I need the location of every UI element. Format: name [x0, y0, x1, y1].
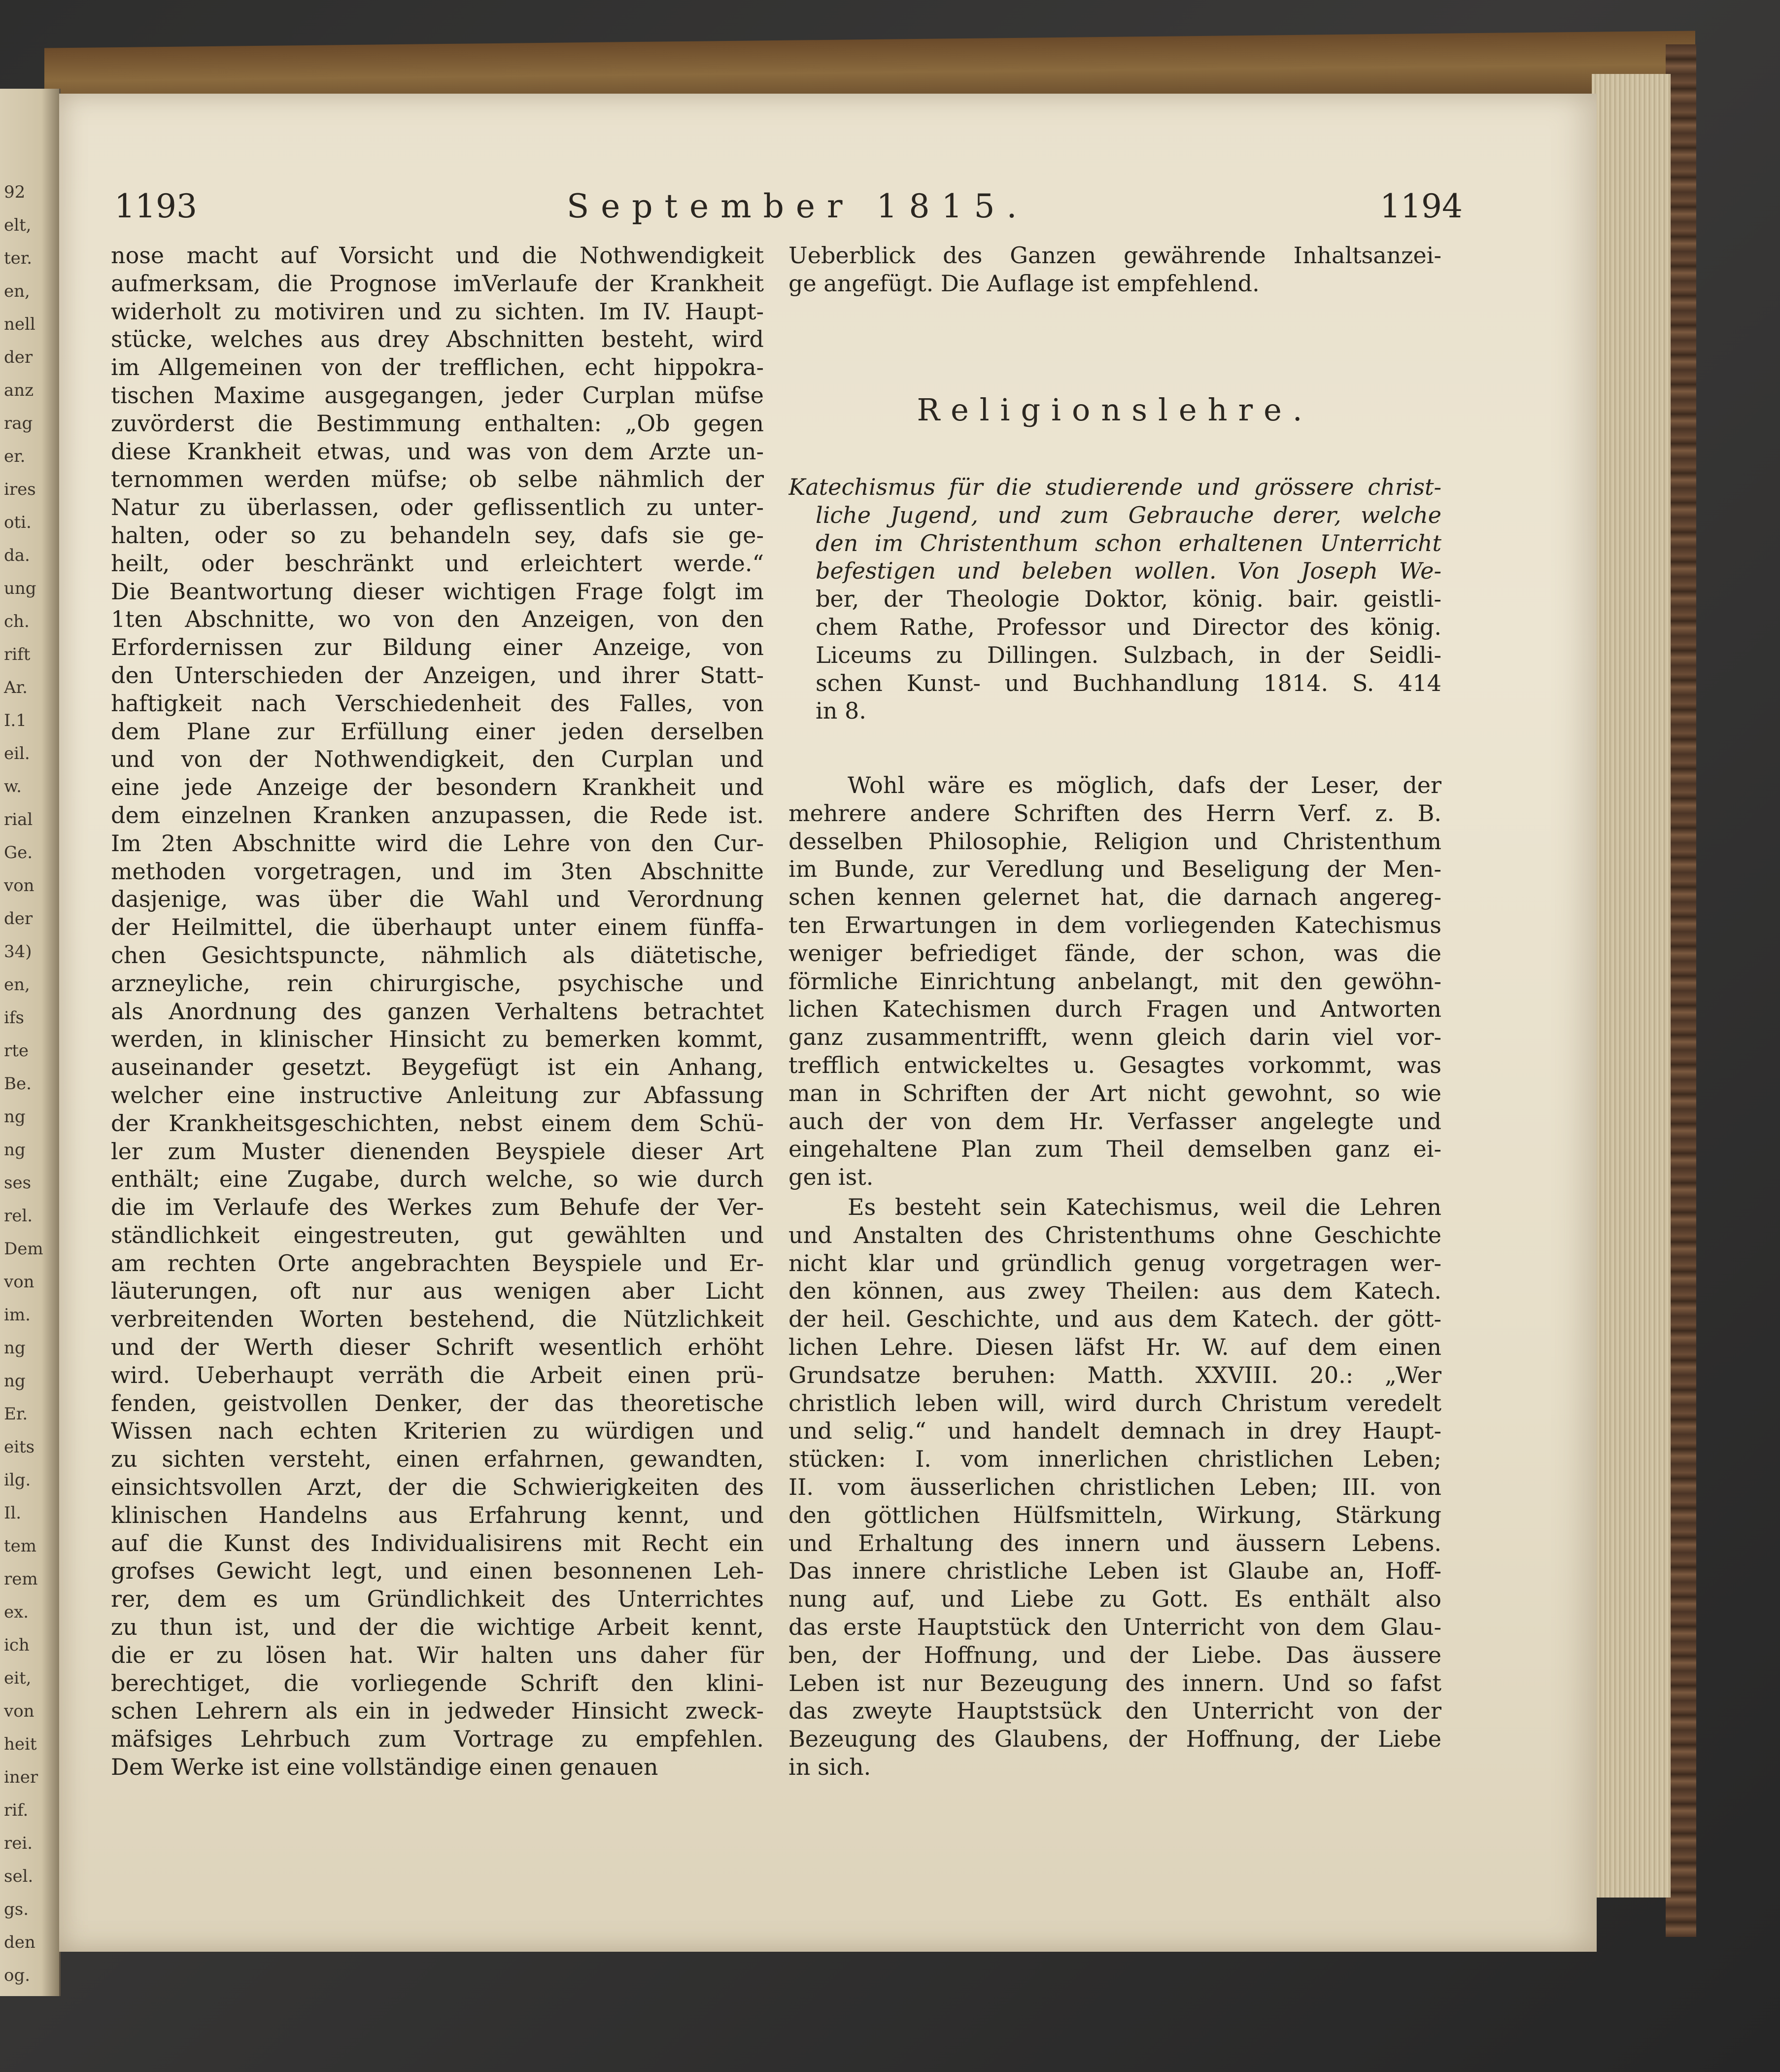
left-page-fragment: ng	[4, 1338, 26, 1358]
left-page-fragment: rel.	[4, 1206, 33, 1226]
text-line: Ueberblick des Ganzen gewährende Inhaltsanzei-	[788, 242, 1441, 269]
text-line: Leben ist nur Bezeugung des innern. Und so fafst	[788, 1669, 1441, 1696]
text-line: gen ist.	[788, 1164, 874, 1191]
text-line: verbreitenden Worten bestehend, die Nützlichkeit	[111, 1306, 764, 1333]
text-line: ber, der Theologie Doktor, könig. bair. geistli-	[816, 586, 1441, 613]
text-line: fenden, geistvollen Denker, der das theoretische	[111, 1389, 764, 1416]
left-page-fragment: anz	[4, 380, 34, 400]
text-line: den können, aus zwey Theilen: aus dem Katech.	[788, 1278, 1441, 1305]
text-line: liche Jugend, und zum Gebrauche derer, welche	[816, 501, 1441, 528]
left-page-fragment: von	[4, 876, 34, 896]
text-line: ständlichkeit eingestreuten, gut gewählten und	[111, 1221, 764, 1248]
text-line: enthält; eine Zugabe, durch welche, so wie durch	[111, 1166, 764, 1193]
text-line: diese Krankheit etwas, und was von dem Arzte un-	[111, 438, 764, 465]
text-line: Das innere christliche Leben ist Glaube an, Hoff-	[788, 1557, 1441, 1585]
review-paragraph-2	[788, 1193, 1441, 1781]
text-line: auch der von dem Hr. Verfasser angelegte und	[788, 1107, 1441, 1135]
text-line: als Anordnung des ganzen Verhaltens betrachtet	[111, 998, 764, 1025]
text-line: Bezeugung des Glaubens, der Hoffnung, der Liebe	[788, 1726, 1441, 1753]
book-entry	[788, 473, 1441, 725]
left-page-fragment: von	[4, 1701, 34, 1721]
left-page-fragment: rei.	[4, 1833, 33, 1853]
text-line: II. vom äusserlichen christlichen Leben; III. von	[788, 1473, 1441, 1500]
text-line: dasjenige, was über die Wahl und Verordnung	[111, 886, 764, 913]
left-page-fragment: eits	[4, 1437, 35, 1457]
left-page-fragment: Ar.	[4, 678, 28, 697]
running-header: September 1815.	[567, 187, 1029, 225]
text-line: Grundsatze beruhen: Matth. XXVIII. 20.: „Wer	[788, 1361, 1441, 1388]
left-page-fragment: en,	[4, 281, 30, 301]
text-line: das zweyte Hauptstsück den Unterricht von der	[788, 1697, 1441, 1725]
text-line: Die Beantwortung dieser wichtigen Frage folgt im	[111, 578, 764, 605]
text-line: schen Kunst- und Buchhandlung 1814. S. 414	[816, 669, 1441, 696]
text-line: und selig.“ und handelt demnach in drey Haupt-	[788, 1417, 1441, 1445]
left-page-fragment: nell	[4, 314, 35, 334]
text-line: das erste Hauptstück den Unterricht von dem Glau-	[788, 1613, 1441, 1640]
text-line: Wissen nach echten Kriterien zu würdigen und	[111, 1417, 764, 1445]
text-line: lichen Lehre. Diesen läfst Hr. W. auf dem einen	[788, 1333, 1441, 1360]
left-page-fragment: da.	[4, 546, 30, 565]
text-line: halten, oder so zu behandeln sey, dafs sie ge-	[111, 521, 764, 549]
text-line: nose macht auf Vorsicht und die Nothwendigkeit	[111, 242, 764, 269]
left-page-fragment: ilg.	[4, 1470, 31, 1490]
text-line: ben, der Hoffnung, und der Liebe. Das äussere	[788, 1641, 1441, 1668]
left-page-fragment: rem	[4, 1569, 38, 1589]
left-page-fragment: der	[4, 909, 33, 929]
text-line: in 8.	[816, 697, 866, 725]
text-line: nicht klar und gründlich genug vorgetragen wer-	[788, 1249, 1441, 1277]
text-line: eingehaltene Plan zum Theil demselben ganz ei-	[788, 1136, 1441, 1163]
left-page-fragment: heit	[4, 1734, 37, 1754]
left-page-fragment: ich	[4, 1635, 30, 1655]
left-text-column	[111, 242, 764, 1781]
text-line: berechtiget, die vorliegende Schrift den klini-	[111, 1669, 764, 1696]
text-line: chen Gesichtspuncte, nähmlich als diätetische,	[111, 941, 764, 968]
text-line: auf die Kunst des Individualisirens mit Recht ein	[111, 1529, 764, 1556]
left-page-fragment: im.	[4, 1305, 31, 1325]
text-line: Katechismus für die studierende und grössere christ-	[788, 474, 1441, 500]
text-line: ganz zusammentrifft, wenn gleich darin viel vor-	[788, 1024, 1441, 1051]
text-line: 1ten Abschnitte, wo von den Anzeigen, von den	[111, 606, 764, 633]
left-page-fragment: I.1	[4, 711, 27, 730]
text-line: mehrere andere Schriften des Herrn Verf. z. B.	[788, 799, 1441, 827]
left-page-fragment: og.	[4, 1966, 31, 1985]
left-page-fragment: oti.	[4, 513, 32, 532]
left-page-fragment: den	[4, 1933, 35, 1952]
text-line: dem Plane zur Erfüllung einer jeden derselben	[111, 718, 764, 745]
left-page-fragment: ng	[4, 1107, 26, 1127]
text-line: die im Verlaufe des Werkes zum Behufe der Ver-	[111, 1194, 764, 1221]
text-line: zu sichten versteht, einen erfahrnen, gewandten,	[111, 1446, 764, 1473]
left-page-edge	[0, 89, 61, 1996]
review-paragraph-1	[788, 771, 1441, 1191]
text-line: im Bunde, zur Veredlung und Beseligung der Men-	[788, 856, 1441, 883]
text-line: dem einzelnen Kranken anzupassen, die Rede ist.	[111, 801, 764, 829]
left-page-fragment: sel.	[4, 1866, 34, 1886]
page-edges	[1592, 74, 1671, 1898]
left-page-fragment: ung	[4, 579, 36, 598]
text-line: und Anstalten des Christenthums ohne Geschichte	[788, 1221, 1441, 1248]
left-page-fragment: eil.	[4, 744, 30, 763]
text-line: welcher eine instructive Anleitung zur Abfassung	[111, 1081, 764, 1108]
text-line: der Heilmittel, die überhaupt unter einem fünffa-	[111, 914, 764, 941]
left-page-fragment: 92	[4, 182, 26, 202]
text-line: ten Erwartungen in dem vorliegenden Katechismus	[788, 911, 1441, 938]
text-line: Es besteht sein Katechismus, weil die Lehren	[848, 1194, 1441, 1220]
left-page-fragment: ifs	[4, 1008, 24, 1028]
left-page-fragment: rift	[4, 645, 31, 664]
left-page-fragment: ng	[4, 1371, 26, 1391]
text-line: ge angefügt. Die Auflage ist empfehlend.	[788, 270, 1260, 297]
text-line: ternommen werden müfse; ob selbe nähmlich der	[111, 466, 764, 493]
text-line: den Unterschieden der Anzeigen, und ihrer Statt-	[111, 661, 764, 689]
left-page-number: 1193	[114, 187, 197, 225]
text-line: den im Christenthum schon erhaltenen Unterricht	[816, 529, 1441, 556]
right-page-number: 1194	[1380, 187, 1463, 225]
left-page-fragment: gs.	[4, 1899, 29, 1919]
text-line: Im 2ten Abschnitte wird die Lehre von den Cur-	[111, 829, 764, 857]
left-page-fragment: Il.	[4, 1503, 22, 1523]
text-line: auseinander gesetzt. Beygefügt ist ein Anhang,	[111, 1054, 764, 1081]
text-line: haftigkeit nach Verschiedenheit des Falles, von	[111, 690, 764, 717]
text-line: werden, in klinischer Hinsicht zu bemerken kommt,	[111, 1026, 764, 1053]
left-page-fragment: Ge.	[4, 843, 33, 863]
text-line: Liceums zu Dillingen. Sulzbach, in der Seidli-	[816, 641, 1441, 668]
text-line: und Erhaltung des innern und äussern Lebens.	[788, 1529, 1441, 1556]
left-page-fragment: ses	[4, 1173, 32, 1193]
text-line: man in Schriften der Art nicht gewohnt, so wie	[788, 1079, 1441, 1106]
text-line: die er zu lösen hat. Wir halten uns daher für	[111, 1641, 764, 1668]
text-line: stücken: I. vom innerlichen christlichen Leben;	[788, 1446, 1441, 1473]
text-line: zu thun ist, und der die wichtige Arbeit kennt,	[111, 1614, 764, 1641]
text-line: läuterungen, oft nur aus wenigen aber Licht	[111, 1278, 764, 1305]
text-line: in sich.	[788, 1753, 871, 1780]
text-line: förmliche Einrichtung anbelangt, mit den gewöhn-	[788, 967, 1441, 995]
left-page-fragment: er.	[4, 447, 26, 466]
text-line: trefflich entwickeltes u. Gesagtes vorkommt, was	[788, 1051, 1441, 1078]
text-line: Wohl wäre es möglich, dafs der Leser, der	[848, 772, 1441, 798]
left-page-fragment: ng	[4, 1140, 26, 1160]
left-page-fragment: ires	[4, 480, 36, 499]
text-line: widerholt zu motiviren und zu sichten. Im IV. Haupt-	[111, 298, 764, 325]
text-line: christlich leben will, wird durch Christum veredelt	[788, 1389, 1441, 1416]
right-top-text	[788, 242, 1441, 298]
left-page-fragment: 34)	[4, 942, 32, 962]
text-line: der heil. Geschichte, und aus dem Katech. der gött-	[788, 1306, 1441, 1333]
left-page-fragment: rte	[4, 1041, 29, 1061]
text-line: einsichtsvollen Arzt, der die Schwierigkeiten des	[111, 1474, 764, 1501]
left-page-fragment: rial	[4, 810, 33, 829]
left-page-fragment: elt,	[4, 215, 32, 235]
text-line: chem Rathe, Professor und Director des könig.	[816, 613, 1441, 640]
text-line: ler zum Muster dienenden Beyspiele dieser Art	[111, 1138, 764, 1165]
left-page-fragment: eit,	[4, 1668, 32, 1688]
text-line: schen kennen gelernet hat, die darnach angereg-	[788, 884, 1441, 911]
left-page-fragment: Dem	[4, 1239, 43, 1259]
left-page-fragment: iner	[4, 1767, 38, 1787]
text-line: weniger befriediget fände, der schon, was die	[788, 939, 1441, 967]
left-page-fragment: rag	[4, 414, 33, 433]
text-line: befestigen und beleben wollen. Von Joseph We-	[816, 557, 1441, 585]
left-page-fragment: w.	[4, 777, 22, 796]
left-page-fragment: ex.	[4, 1602, 29, 1622]
text-line: am rechten Orte angebrachten Beyspiele und Er-	[111, 1249, 764, 1277]
text-line: tischen Maxime ausgegangen, jeder Curplan müfse	[111, 381, 764, 409]
text-line: lichen Katechismen durch Fragen und Antworten	[788, 996, 1441, 1023]
text-line: eine jede Anzeige der besondern Krankheit und	[111, 774, 764, 801]
left-page-fragment: der	[4, 347, 33, 367]
left-page-fragment: ch.	[4, 612, 30, 631]
left-page-fragment: ter.	[4, 248, 33, 268]
left-page-fragment: rif.	[4, 1800, 29, 1820]
text-line: methoden vorgetragen, und im 3ten Abschnitte	[111, 858, 764, 885]
left-page-fragment: Be.	[4, 1074, 32, 1094]
text-line: zuvörderst die Bestimmung enthalten: „Ob gegen	[111, 410, 764, 437]
text-line: aufmerksam, die Prognose imVerlaufe der Krankheit	[111, 270, 764, 297]
text-line: schen Lehrern als ein in jedweder Hinsicht zweck-	[111, 1697, 764, 1725]
text-line: Dem Werke ist eine vollständige einen genauen	[111, 1754, 658, 1781]
text-line: den göttlichen Hülfsmitteln, Wirkung, Stärkung	[788, 1501, 1441, 1528]
left-page-fragment: en,	[4, 975, 30, 995]
text-line: und der Werth dieser Schrift wesentlich erhöht	[111, 1334, 764, 1361]
text-line: heilt, oder beschränkt und erleichtert werde.“	[111, 550, 764, 577]
text-line: rer, dem es um Gründlichkeit des Unterrichtes	[111, 1586, 764, 1613]
text-line: mäfsiges Lehrbuch zum Vortrage zu empfehlen.	[111, 1726, 764, 1753]
text-line: stücke, welches aus drey Abschnitten besteht, wird	[111, 326, 764, 353]
text-line: im Allgemeinen von der trefflichen, echt hippokra-	[111, 354, 764, 381]
text-line: arzneyliche, rein chirurgische, psychische und	[111, 969, 764, 997]
text-line: grofses Gewicht legt, und einen besonnenen Leh-	[111, 1557, 764, 1585]
section-heading: Religionslehre.	[917, 392, 1313, 428]
text-line: wird. Ueberhaupt verräth die Arbeit einen prü-	[111, 1361, 764, 1388]
text-line: Natur zu überlassen, oder geflissentlich zu unter-	[111, 494, 764, 521]
left-page-fragment: von	[4, 1272, 34, 1292]
text-line: der Krankheitsgeschichten, nebst einem dem Schü-	[111, 1109, 764, 1137]
text-line: und von der Nothwendigkeit, den Curplan und	[111, 746, 764, 773]
left-page-fragment: tem	[4, 1536, 37, 1556]
text-line: nung auf, und Liebe zu Gott. Es enthält also	[788, 1586, 1441, 1613]
left-page-fragment: Er.	[4, 1404, 28, 1424]
text-line: klinischen Handelns aus Erfahrung kennt, und	[111, 1501, 764, 1528]
text-line: desselben Philosophie, Religion und Christenthum	[788, 828, 1441, 855]
text-line: Erfordernissen zur Bildung einer Anzeige, von	[111, 634, 764, 661]
